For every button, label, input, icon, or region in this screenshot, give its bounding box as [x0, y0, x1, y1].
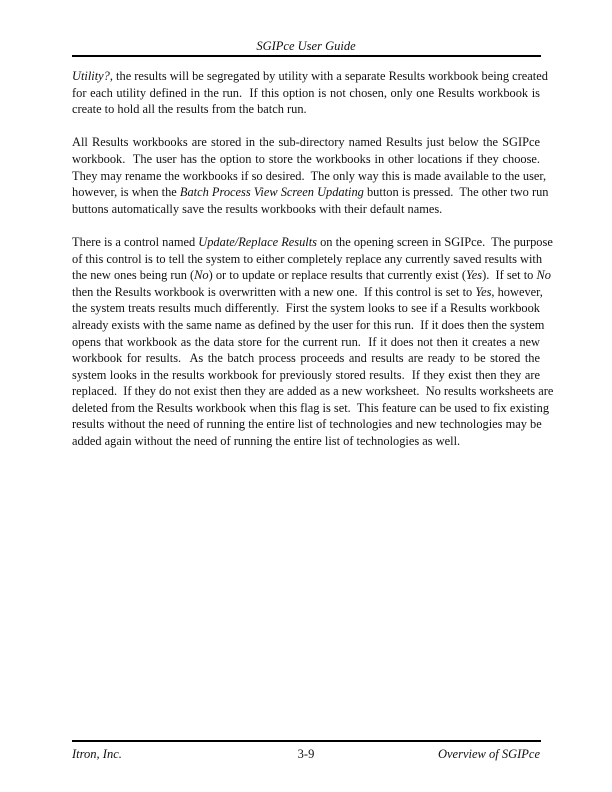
text-line: [72, 151, 540, 168]
text-line: [72, 234, 553, 251]
text-run: on the opening screen in SGIPce. The purpose: [317, 234, 553, 249]
text-run: however, is when the: [72, 185, 180, 200]
text-line: [72, 284, 543, 301]
text-line: [72, 334, 540, 351]
text-run: replaced. If they do not exist then they are added as a new worksheet. No results worksheets are: [72, 384, 554, 399]
text-run: , however,: [491, 284, 543, 299]
text-run: buttons automatically save the results workbooks with their default names.: [72, 201, 443, 216]
italic-term: Utility?: [72, 69, 110, 83]
text-line: [72, 416, 540, 433]
footer-section: Overview of SGIPce: [437, 747, 540, 761]
text-run: opens that workbook as the data store for the current run. If it does not then it creates a new: [72, 334, 540, 349]
text-line: [72, 134, 540, 151]
text-run: deleted from the Results workbook when this flag is set. This feature can be used to fix existing: [72, 400, 550, 415]
text-line: [72, 267, 551, 284]
italic-term: Update/Replace Results: [198, 234, 317, 249]
text-run: the new ones being run (: [72, 268, 195, 283]
text-line: [72, 383, 554, 400]
text-line: [72, 168, 547, 185]
header-rule: [72, 55, 541, 57]
text-run: button is pressed. The other two run: [363, 185, 549, 200]
text-run: of this control is to tell the system to either completely replace any currently saved results with: [72, 251, 543, 266]
text-run: They may rename the workbooks if so desired. The only way this is made available to the user,: [72, 168, 547, 183]
text-run: results without the need of running the entire list of technologies and new technologies may be: [72, 417, 542, 432]
text-run: workbook. The user has the option to store the workbooks in other locations if they choose.: [72, 151, 540, 166]
text-line: [72, 251, 543, 268]
paragraph: [72, 68, 548, 118]
text-run: ) or to update or replace results that currently exist (: [208, 268, 466, 283]
text-line: [72, 101, 540, 118]
footer-company: Itron, Inc.: [72, 747, 122, 761]
running-header: SGIPce User Guide: [256, 39, 356, 53]
text-line: [72, 317, 545, 334]
text-run: the system treats results much differently. First the system looks to see if a Results workbook: [72, 301, 540, 316]
text-run: then the Results workbook is overwritten with a new one. If this control is set to: [72, 284, 476, 299]
text-run: system looks in the results workbook for previously stored results. If they exist then they are: [72, 367, 540, 382]
text-run: , the results will be segregated by utility with a separate Results workbook being created: [109, 69, 548, 83]
text-line: [72, 201, 540, 218]
italic-term: No: [536, 268, 551, 283]
page-number: 3-9: [297, 747, 315, 761]
text-run: ). If set to: [482, 268, 537, 283]
italic-term: Yes: [465, 268, 483, 283]
text-run: for each utility defined in the run. If this option is not chosen, only one Results workbook is: [72, 85, 540, 100]
italic-term: No: [194, 268, 209, 283]
text-line: [72, 400, 550, 417]
text-line: [72, 68, 548, 85]
document-body: [72, 68, 554, 466]
text-run: workbook for results. As the batch process proceeds and results are ready to be stored the: [72, 351, 540, 366]
paragraph: [72, 134, 549, 217]
text-run: All Results workbooks are stored in the sub-directory named Results just below the SGIPce: [72, 135, 540, 150]
text-line: [72, 184, 549, 201]
paragraph: [72, 234, 554, 450]
text-line: [72, 433, 540, 450]
italic-term: Yes: [475, 284, 492, 299]
text-line: [72, 300, 540, 317]
text-run: added again without the need of running the entire list of technologies as well.: [72, 434, 461, 449]
text-run: already exists with the same name as defined by the user for this run. If it does then the system: [72, 317, 545, 332]
italic-term: Batch Process View Screen Updating: [179, 185, 364, 200]
text-run: create to hold all the results from the batch run.: [72, 102, 307, 117]
text-line: [72, 85, 540, 102]
footer-rule: [72, 740, 541, 742]
text-line: [72, 367, 540, 384]
text-run: There is a control named: [72, 234, 199, 249]
text-line: [72, 350, 540, 367]
